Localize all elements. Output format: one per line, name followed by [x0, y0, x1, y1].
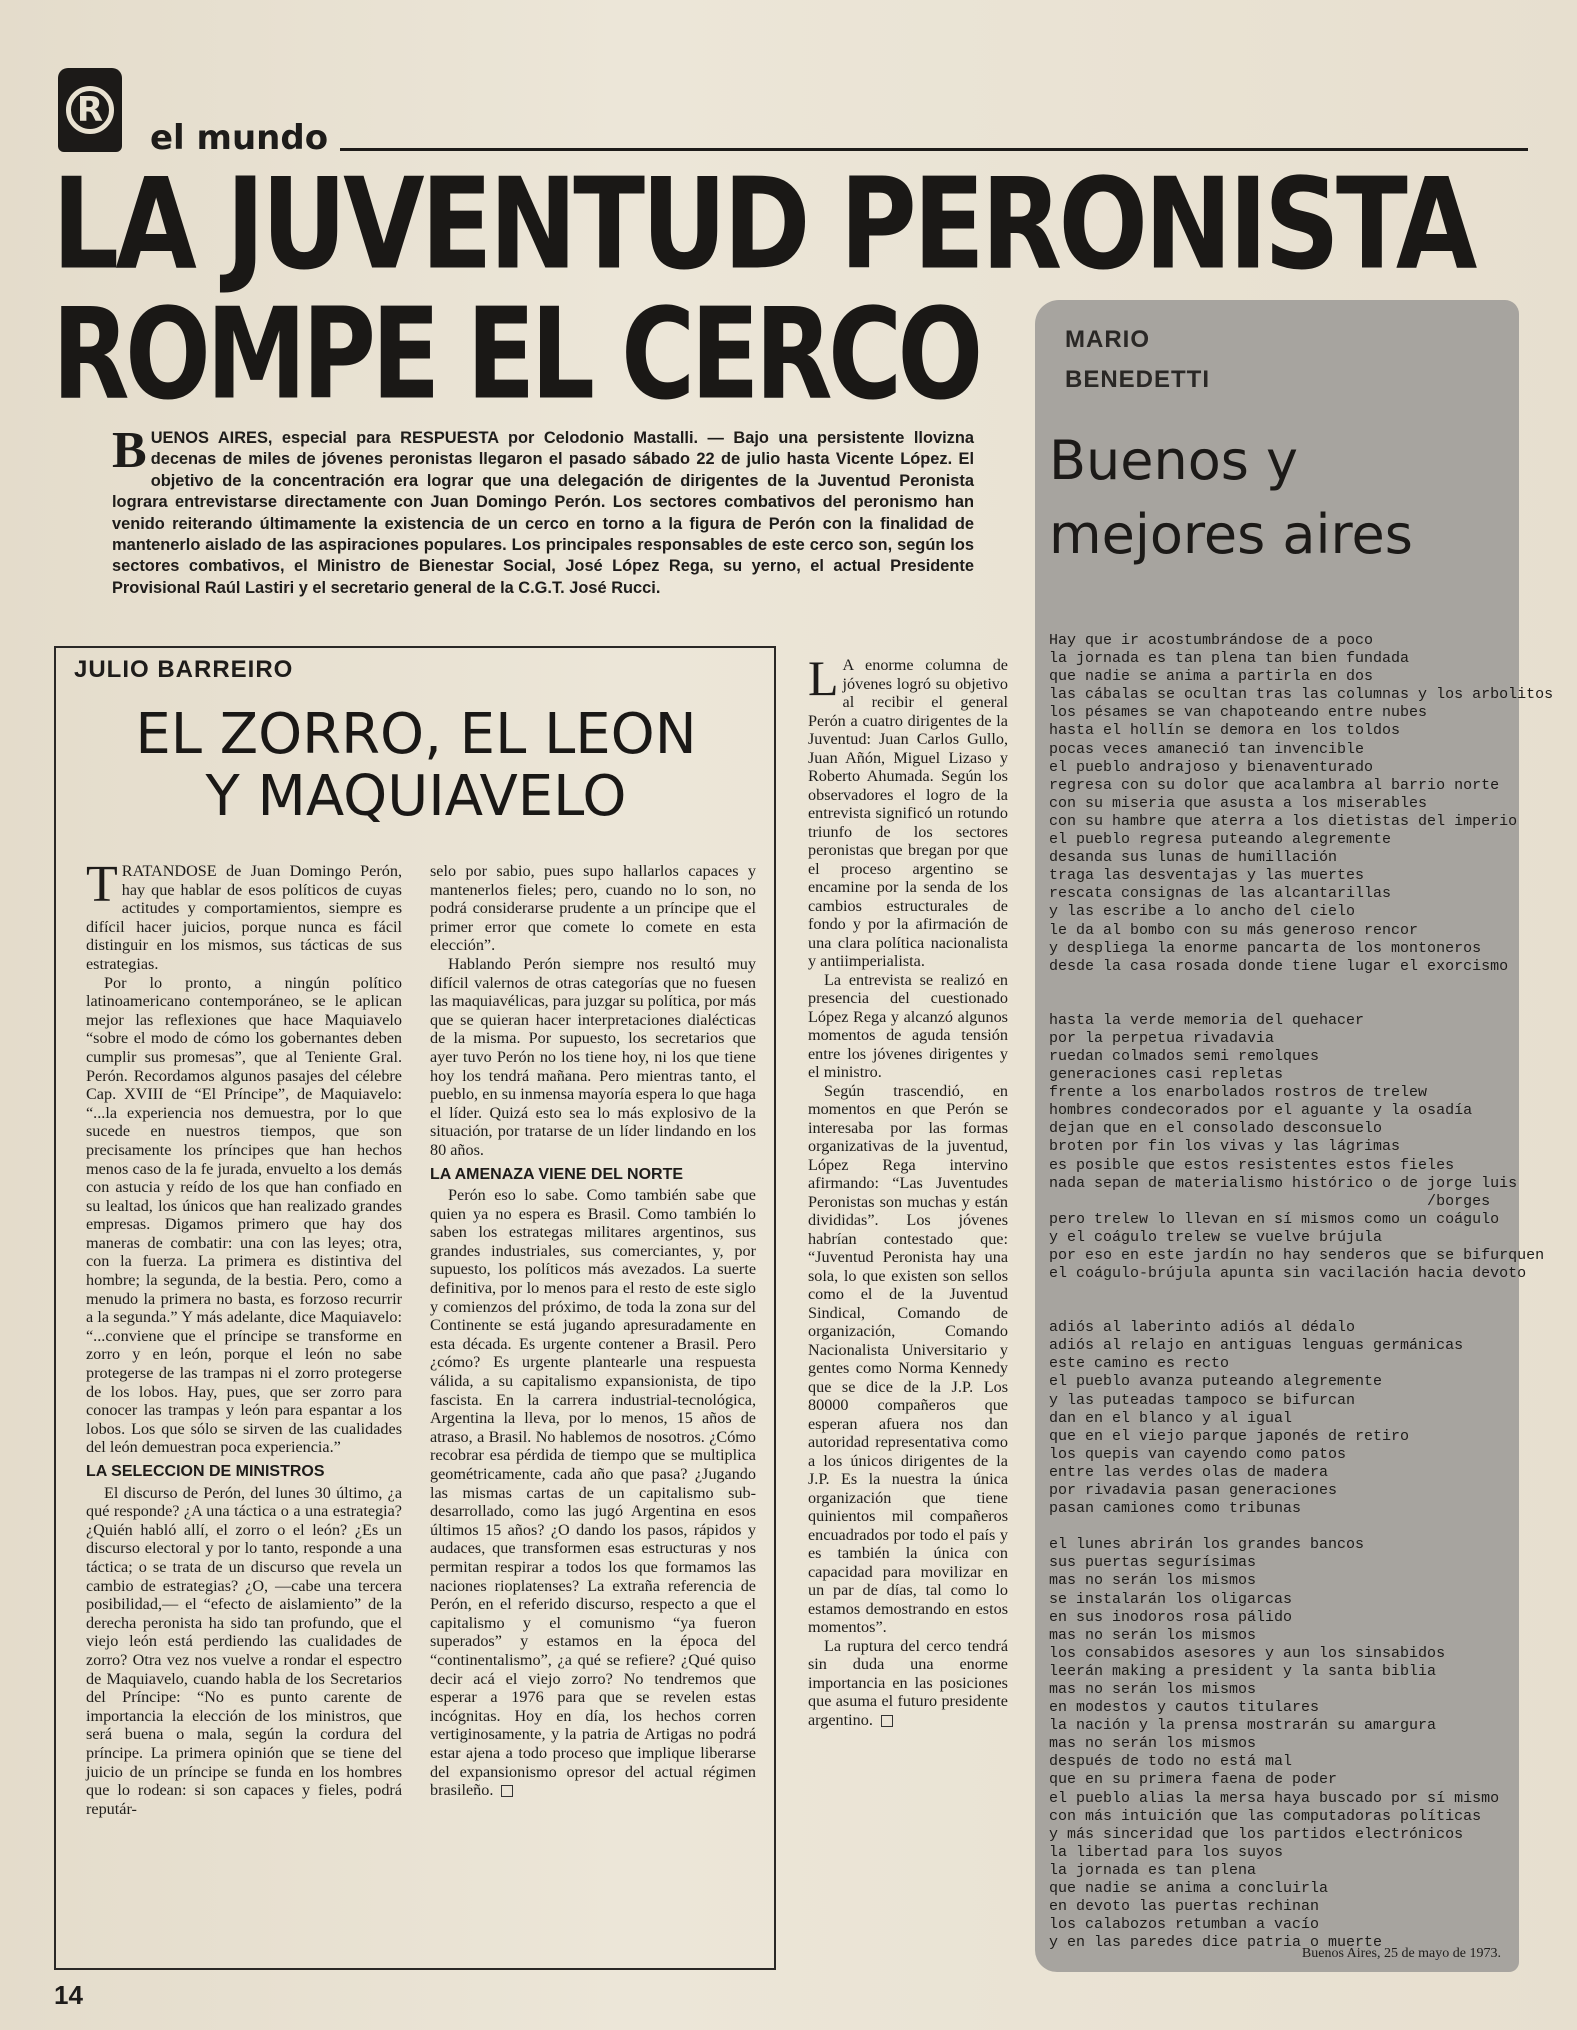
- poem-sidebar: [1035, 300, 1554, 1972]
- poem-stanza-2: hasta la verde memoria del quehacer por la perpetua rivadavia ruedan colmados semi remolques generaciones casi repletas frente a los enarbolados rostros de trelew hombres condecorados por el aguante y la osadía dejan que en el consolado desconsuelo broten por fin los vivas y las lágrimas es posible que estos resistentes estos fieles nada sepan de materialismo histórico o de jorge luis /borges pero trelew lo llevan en sí mismos como un coágulo y el coágulo trelew se vuelve brújula por eso en este jardín no hay senderos que se bifurquen el coágulo-brújula apunta sin vacilación hacia devoto: [1049, 1011, 1545, 1283]
- subhead-ministros: LA SELECCION DE MINISTROS: [86, 1463, 325, 1480]
- poem-stanza-3: adiós al laberinto adiós al dédalo adiós al relajo en antiguas lenguas germánicas este camino es recto el pueblo avanza puteando alegremente y las puteadas tampoco se bifurcan dan en el blanco y al igual que en el viejo parque japonés de retiro los quepis van cayendo como patos entre las verdes olas de madera por rivadavia pasan generaciones pasan camiones como tribunas: [1049, 1319, 1464, 1518]
- article-paragraph: selo por sabio, pues supo hallarlos capaces y mantenerlos fieles; pero, cuando no lo son, no podrá considerarse prudente a un príncipe que el primer error que comete lo comete en esta elección”.: [430, 862, 756, 955]
- poem-date: Buenos Aires, 25 de mayo de 1973.: [1301, 1946, 1501, 1961]
- news-column: [808, 650, 1008, 1729]
- intro-dropcap: B: [112, 422, 147, 479]
- article-title-line-1: EL ZORRO, EL LEON: [135, 702, 697, 767]
- poem-stanza-1: Hay que ir acostumbrándose de a poco la jornada es tan plena tan bien fundada que nadie se anima a partirla en dos las cábalas se ocultan tras las columnas y los arbolitos los pésames se van chapoteando entre nubes hasta el hollín se demora en los toldos pocas veces amaneció tan invencible el pueblo andrajoso y bienaventurado regresa con su dolor que acalambra al barrio norte con su miseria que asusta a los miserables con su hambre que aterra a los dietistas del imperio el pueblo regresa puteando alegremente desanda sus lunas de humillación traga las desventajas y las muertes rescata consignas de las alcantarillas y las escribe a lo ancho del cielo le da al bombo con su más generoso rencor y despliega la enorme pancarta de los montoneros desde la casa rosada donde tiene lugar el exorcismo: [1049, 632, 1554, 975]
- poem-title: Buenos y mejores aires: [1049, 429, 1413, 566]
- article-column-1: [86, 856, 402, 1818]
- article-title-line-2: Y MAQUIAVELO: [205, 764, 627, 829]
- article-box: [54, 646, 776, 1970]
- article-dropcap: T: [86, 856, 118, 913]
- headline-line-2: ROMPE EL CERCO: [52, 281, 979, 428]
- news-paragraph: La entrevista se realizó en presencia del cuestionado López Rega y alcanzó algunos momentos de aguda tensión entre los jóvenes dirigentes y el ministro.: [808, 970, 1008, 1081]
- article-paragraph: Por lo pronto, a ningún político latinoamericano contemporáneo, se le aplican mejor las reflexiones que hace Maquiavelo “sobre el modo de cómo los gobernantes deben cumplir sus promesas”, que al Teniente Gral. Perón. Recordamos algunos pasajes del célebre Cap. XVIII de “El Príncipe”, de Maquiavelo: “...la experiencia nos demuestra, por lo que sucede en nuestros tiempos, que son precisamente los príncipes que han hechos menos caso de la fe jurada, envuelto a los demás con astucia y reído de los que han confiado en su lealtad, los únicos que han realizado grandes empresas. Digamos primero que hay dos maneras de combatir: una con las leyes; otra, con la fuerza. La primera es distintiva del hombre; la segunda, de la bestia. Pero, como a menudo la primera no basta, es forzoso recurrir a la segunda.” Y más adelante, dice Maquiavelo: “...conviene que el príncipe se transforme en zorro y en león, porque el león no sabe protegerse de las trampas ni el zorro protegerse de los lobos. Hay, pues, que ser zorro para conocer las trampas y león para espantar a los lobos. Los que sólo se sirven de las cualidades del león demuestran poca experiencia.”: [86, 973, 402, 1457]
- article-title: [56, 704, 776, 828]
- article-paragraph: El discurso de Perón, del lunes 30 último, ¿a qué responde? ¿A una táctica o a una estrategia? ¿Quién habló allí, el zorro o el león? ¿Es un discurso electoral y por lo tanto, responde a una táctica; o se trata de un discurso que revela un cambio de estrategias? ¿O, —cabe una tercera posibilidad,— el “efecto de aislamiento” de la derecha peronista ha sido tan profundo, que el viejo león está perdiendo las cualidades de zorro? Otra vez nos vuelve a rondar el espectro de Maquiavelo, cuando habla de los Secretarios del Príncipe: “No es punto carente de importancia la elección de los ministros, que será buena o mala, según la cordura del príncipe. La primera opinión que se tiene del juicio de un príncipe se funda en los hombres que lo rodean: si son capaces y fieles, podrá reputár-: [86, 1483, 402, 1818]
- article-paragraph: Perón eso lo sabe. Como también sabe que quien ya no espera es Brasil. Como también lo saben los estrategas militares argentinos, sus grandes industriales, sus comerciantes, y, por supuesto, los políticos más avezados. La suerte definitiva, por lo menos para el resto de este siglo y comienzos del próximo, de toda la zona sur del Continente se está jugando apresuradamente en esta década. Es urgente contener a Brasil. Pero ¿cómo? Es urgente plantearle una respuesta válida, a su capitalismo expansionista, de tipo fascista. En la carrera industrial-tecnológica, Argentina la lleva, por lo menos, 15 años de atraso, a Brasil. No hablemos de nosotros. ¿Cómo recobrar esa pérdida de tiempo que se multiplica geométricamente, cada año que pasa? ¿Jugando las mismas cartas de un capitalismo sub-desarrollado, como las jugó Argentina en esos últimos 15 años? ¿O dando los pasos, rápidos y audaces, que transformen esas estructuras y nos permitan respirar a todos los que formamos las naciones rioplatenses? La extraña referencia de Perón, en el referido discurso, respecto a que el capitalismo y el comunismo “ya fueron superados” y estamos en la época del “continentalismo”, ¿a qué se refiere? ¿Qué quiso decir acá el viejo zorro? No tendremos que esperar a 1976 para que se revelen estas incógnitas. Hoy en día, los hechos corren vertiginosamente, y la patria de Artigas no podrá estar ajena a todo proceso que implique liberarse del expansionismo opresor del actual régimen brasileño.: [430, 1186, 756, 1800]
- section-rule: [340, 148, 1528, 151]
- news-paragraph: L A enorme columna de jóvenes logró su objetivo al recibir el general Perón a cuatro dirigentes de la Juventud: Juan Carlos Gullo, Juan Añón, Miguel Lizaso y Roberto Ahumada. Según los observadores el logro de la entrevista significó un rotundo triunfo de los sectores peronistas que bregan por que el proceso argentino se encamine por la senda de los cambios estructurales de fondo y por la afirmación de una clara política nacionalista y antiimperialista.: [808, 650, 1008, 970]
- end-square-icon: [501, 1785, 513, 1797]
- poem-author: MARIO BENEDETTI: [1065, 326, 1211, 393]
- article-paragraph: Hablando Perón siempre nos resultó muy difícil valernos de otras categorías que no fuesen las maquiavélicas, para juzgar su política, por más que se quieran hacer interpretaciones dialécticas de la misma. Por supuesto, los secretarios que ayer tuvo Perón no los tiene hoy, ni los que tiene hoy los tendrá mañana. Pero mientras tanto, el pueblo, en su inmensa mayoría espera lo que haga el líder. Quizá esto sea lo más explosivo de la situación, por tratarse de un líder lindando en los 80 años.: [430, 954, 756, 1159]
- news-paragraph: La ruptura del cerco tendrá sin duda una enorme importancia en las posiciones que asuma el futuro presidente argentino.: [808, 1636, 1008, 1729]
- news-dropcap: L: [808, 650, 839, 706]
- subhead-amenaza: LA AMENAZA VIENE DEL NORTE: [430, 1165, 684, 1183]
- section-logo: [58, 68, 122, 152]
- intro-text: UENOS AIRES, especial para RESPUESTA por Celodonio Mastalli. — Bajo una persistente llovizna decenas de miles de jóvenes peronistas llegaron el pasado sábado 22 de julio hasta Vicente López. El objetivo de la concentración era lograr que una delegación de dirigentes de la Juventud Peronista lograra entrevistarse directamente con Juan Domingo Perón. Los sectores combativos del peronismo han venido reiterando últimamente la existencia de un cerco en torno a la figura de Perón con la finalidad de mantenerlo aislado de las aspiraciones populares. Los principales responsables de este cerco son, según los sectores combativos, el Ministro de Bienestar Social, José López Rega, su yerno, el actual Presidente Provisional Raúl Lastiri y el secretario general de la C.G.T. José Rucci.: [112, 429, 974, 597]
- article-column-2: [430, 862, 756, 1800]
- section-label: el mundo: [150, 118, 329, 158]
- poem-stanza-4: el lunes abrirán los grandes bancos sus puertas segurísimas mas no serán los mismos se instalarán los oligarcas en sus inodoros rosa pálido mas no serán los mismos los consabidos asesores y aun los sinsabidos leerán making a president y la santa biblia mas no serán los mismos en modestos y cautos titulares la nación y la prensa mostrarán su amargura mas no serán los mismos después de todo no está mal que en su primera faena de poder el pueblo alias la mersa haya buscado por sí mismo con más intuición que las computadoras políticas y más sinceridad que los partidos electrónicos la libertad para los suyos la jornada es tan plena que nadie se anima a concluirla en devoto las puertas rechinan los calabozos retumban a vacío y en las paredes dice patria o muerte: [1049, 1536, 1500, 1952]
- poem-body: [1049, 632, 1554, 1952]
- headline-line-1: LA JUVENTUD PERONISTA: [52, 151, 1474, 298]
- intro-paragraph: [112, 422, 974, 599]
- news-paragraph: Según trascendió, en momentos en que Perón se interesaba por las formas organizativas de la juventud, López Rega intervino afirmando: “Las Juventudes Peronistas son muchas y están divididas”. Los jóvenes habrían contestado que: “Juventud Peronista hay una sola, lo que existen son sellos como el de la Juventud Sindical, Comando de organización, Comando Nacionalista Universitario y gentes como Norma Kennedy que se dice de la J.P. Los 80000 compañeros que esperan afuera nos dan autoridad representativa como a los únicos dirigentes de la J.P. Es la nuestra la única organización que tiene quinientos mil compañeros encuadrados por todo el país y es también la única con capacidad para movilizar en un par de días, tal como lo estamos demostrando en estos momentos”.: [808, 1081, 1008, 1636]
- article-paragraph: TRATANDOSE de Juan Domingo Perón, hay que hablar de esos políticos de cuyas actitudes y comportamientos, siempre es difícil hacer juicios, porque nunca es fácil distinguir en los mismos, sus tácticas de sus estrategias.: [86, 856, 402, 973]
- r-logo-icon: R: [66, 86, 114, 134]
- end-square-icon: [881, 1715, 893, 1727]
- article-author: JULIO BARREIRO: [74, 656, 294, 683]
- page-number: 14: [54, 1980, 83, 2010]
